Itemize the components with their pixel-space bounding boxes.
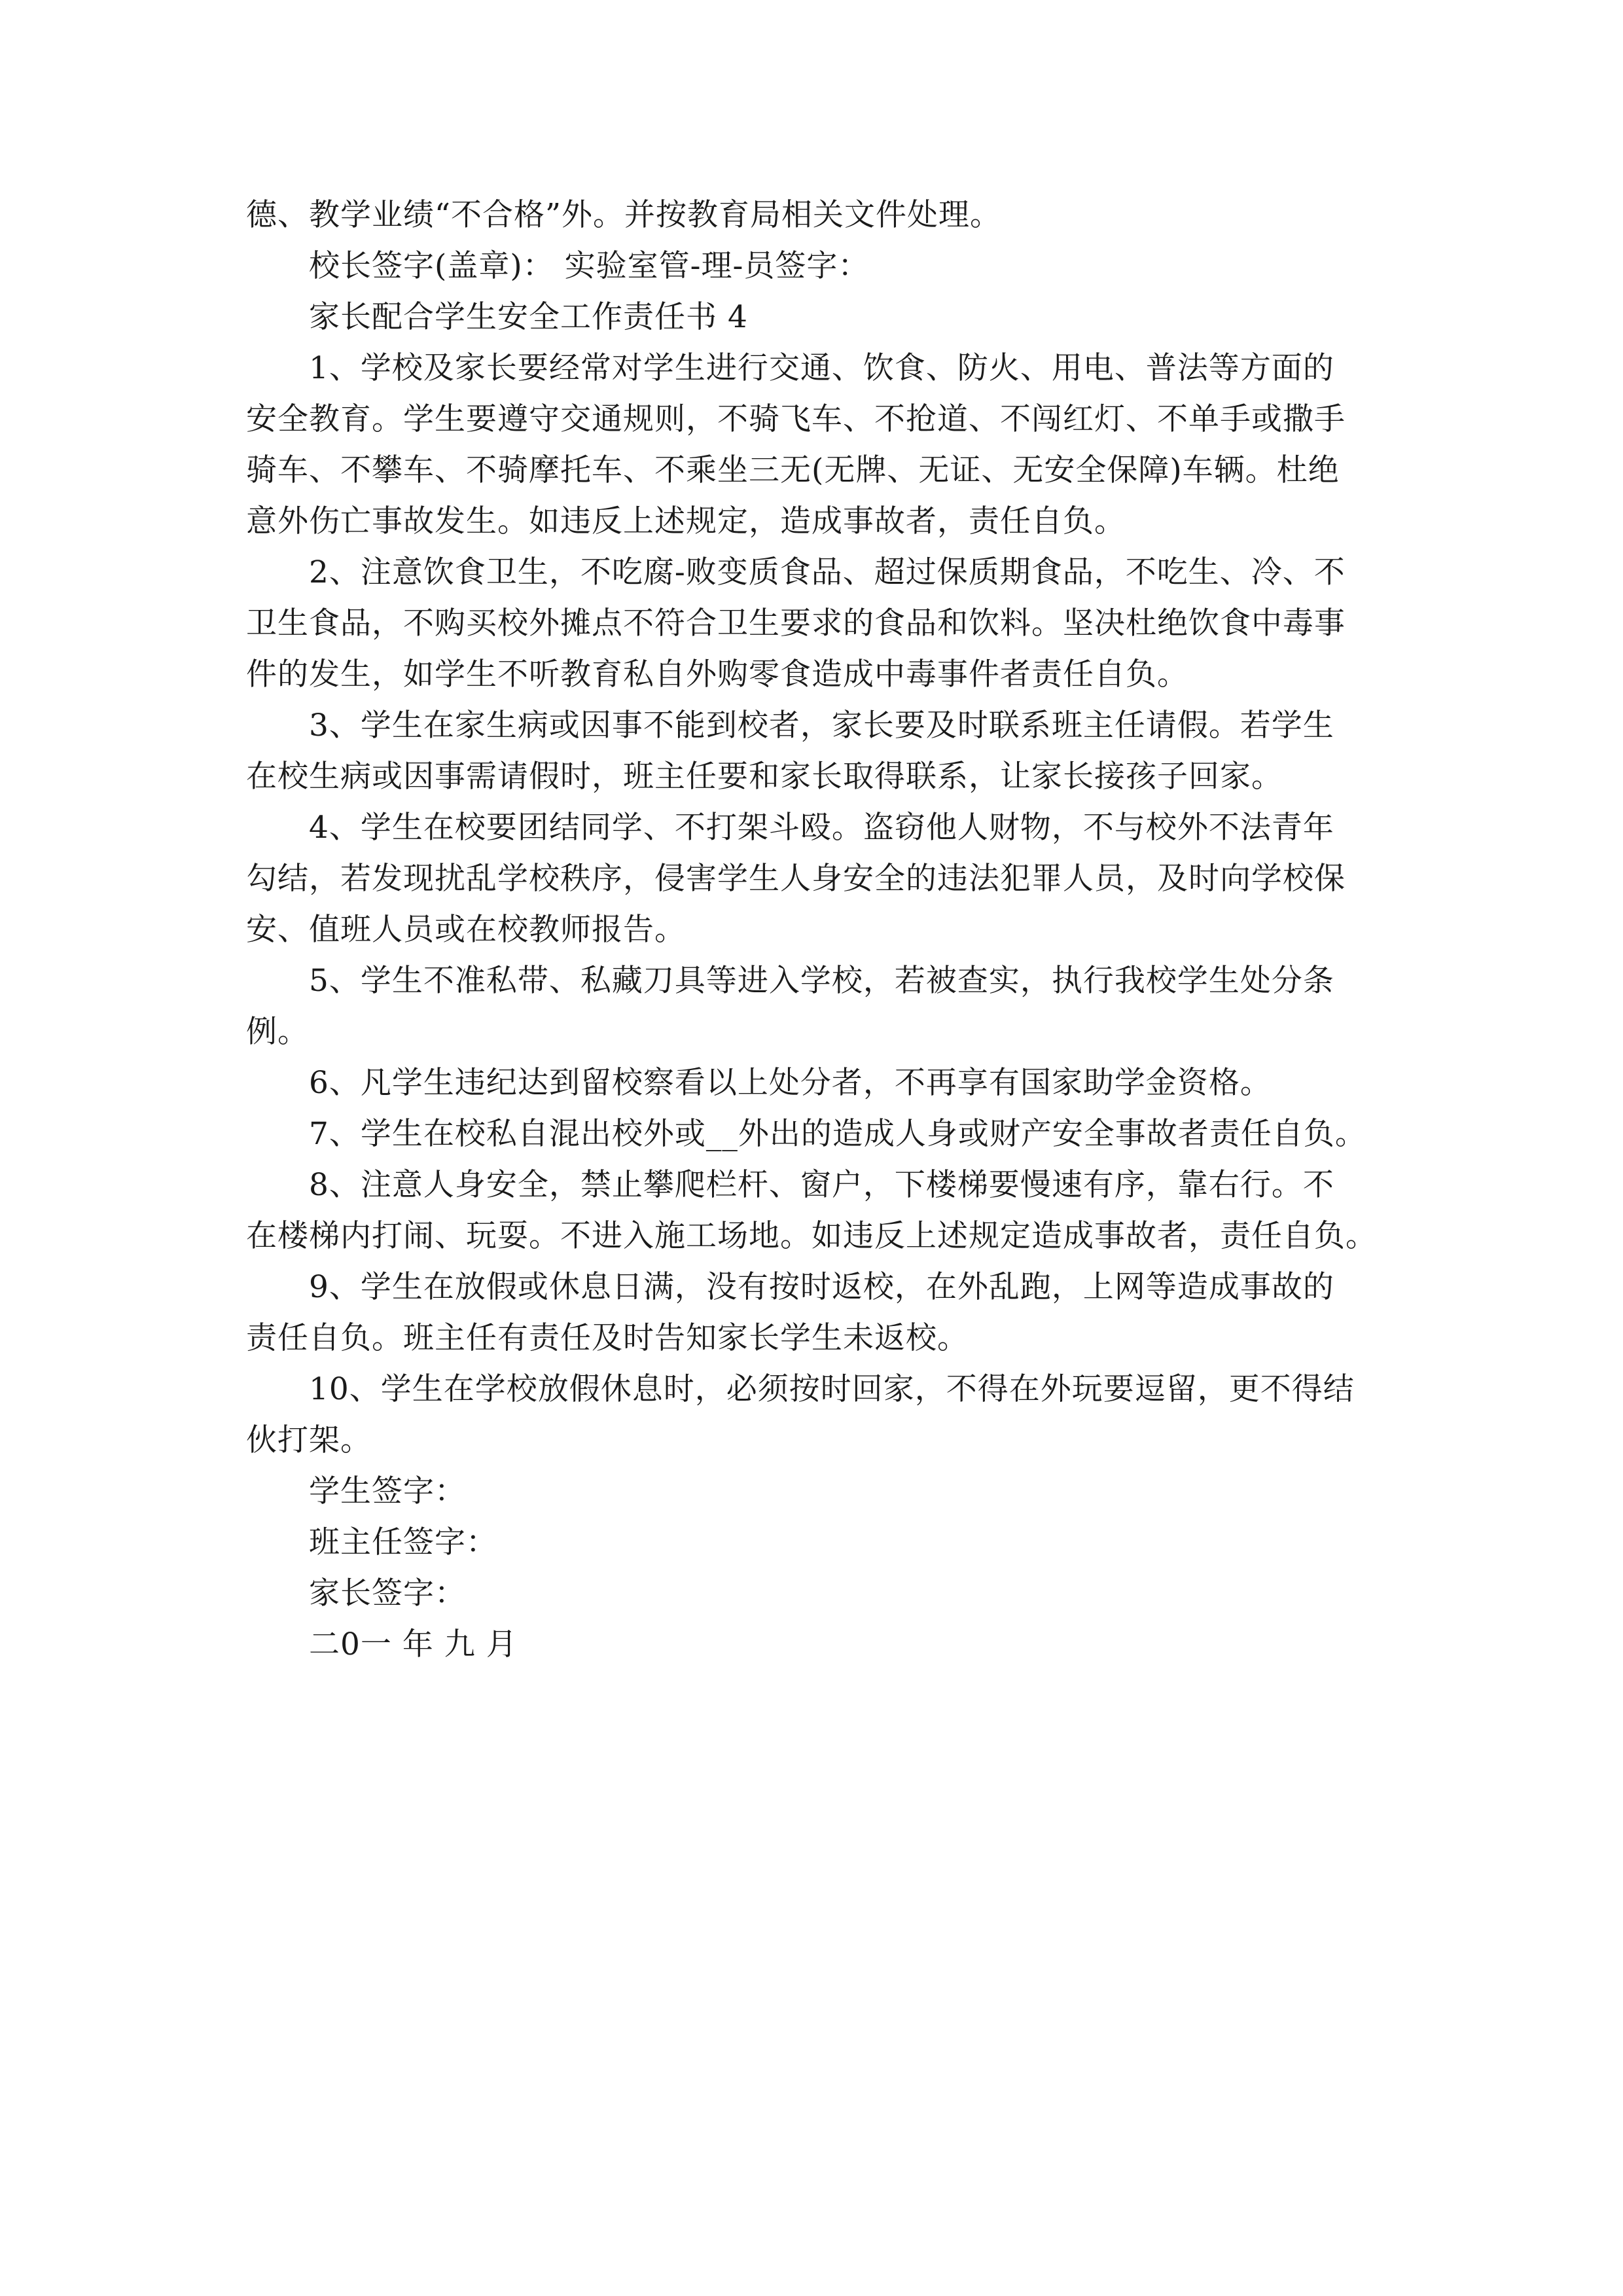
list-item-1-line: 意外伤亡事故发生。如违反上述规定，造成事故者，责任自负。	[246, 503, 1126, 539]
list-item-4-line: 安、值班人员或在校教师报告。	[246, 912, 686, 948]
list-item-8	[246, 1160, 1385, 1262]
teacher-signature: 班主任签字：	[309, 1524, 497, 1560]
document-title: 家长配合学生安全工作责任书 4	[309, 299, 748, 335]
list-item-5-line: 5、学生不准私带、私藏刀具等进入学校，若被查实，执行我校学生处分条	[309, 963, 1334, 999]
student-signature: 学生签字：	[309, 1473, 466, 1509]
list-item-10-line: 伙打架。	[246, 1422, 372, 1458]
list-item-2	[246, 547, 1385, 700]
list-item-10-line: 10、学生在学校放假休息时，必须按时回家，不得在外玩要逗留，更不得结	[309, 1371, 1355, 1407]
list-item-9-line: 9、学生在放假或休息日满，没有按时返校，在外乱跑，上网等造成事故的	[309, 1269, 1334, 1305]
list-item-2-line: 2、注意饮食卫生，不吃腐-败变质食品、超过保质期食品，不吃生、冷、不	[309, 554, 1346, 590]
list-item-2-line: 件的发生，如学生不听教育私自外购零食造成中毒事件者责任自负。	[246, 656, 1188, 692]
list-item-4	[246, 802, 1385, 956]
list-item-9-line: 责任自负。班主任有责任及时告知家长学生未返校。	[246, 1320, 969, 1356]
list-item-8-line: 在楼梯内打闹、玩耍。不进入施工场地。如违反上述规定造成事故者，责任自负。	[246, 1218, 1377, 1254]
list-item-1-line: 安全教育。学生要遵守交通规则，不骑飞车、不抢道、不闯红灯、不单手或撒手	[246, 401, 1346, 437]
list-item-6-line: 6、凡学生违纪达到留校察看以上处分者，不再享有国家助学金资格。	[309, 1065, 1272, 1101]
list-item-9	[246, 1262, 1385, 1364]
list-item-5	[246, 956, 1385, 1058]
signature-date: 二0一 年 九 月	[309, 1626, 518, 1662]
header-line-1: 德、教学业绩“不合格”外。并按教育局相关文件处理。	[246, 197, 1002, 233]
list-item-3-line: 在校生病或因事需请假时，班主任要和家长取得联系，让家长接孩子回家。	[246, 759, 1283, 795]
list-item-7-line: 7、学生在校私自混出校外或__外出的造成人身或财产安全事故者责任自负。	[309, 1116, 1366, 1152]
principal-signature-line: 校长签字(盖章)： 实验室管-理-员签字：	[309, 248, 870, 284]
list-item-4-line: 勾结，若发现扰乱学校秩序，侵害学生人身安全的违法犯罪人员，及时向学校保	[246, 861, 1346, 897]
list-item-1-line: 1、学校及家长要经常对学生进行交通、饮食、防火、用电、普法等方面的	[309, 350, 1334, 386]
list-item-8-line: 8、注意人身安全，禁止攀爬栏杆、窗户，下楼梯要慢速有序，靠右行。不	[309, 1167, 1334, 1203]
list-item-3-line: 3、学生在家生病或因事不能到校者，家长要及时联系班主任请假。若学生	[309, 708, 1334, 744]
list-item-6	[246, 1058, 1385, 1109]
document-body	[246, 190, 1385, 1670]
list-item-5-line: 例。	[246, 1014, 309, 1050]
list-item-2-line: 卫生食品，不购买校外摊点不符合卫生要求的食品和饮料。坚决杜绝饮食中毒事	[246, 605, 1346, 641]
list-item-4-line: 4、学生在校要团结同学、不打架斗殴。盗窃他人财物，不与校外不法青年	[309, 810, 1334, 846]
list-item-7	[246, 1109, 1385, 1160]
list-item-1-line: 骑车、不攀车、不骑摩托车、不乘坐三无(无牌、无证、无安全保障)车辆。杜绝	[246, 452, 1340, 488]
list-item-10	[246, 1364, 1385, 1466]
list-item-1	[246, 343, 1385, 547]
parent-signature: 家长签字：	[309, 1575, 466, 1611]
list-item-3	[246, 700, 1385, 802]
